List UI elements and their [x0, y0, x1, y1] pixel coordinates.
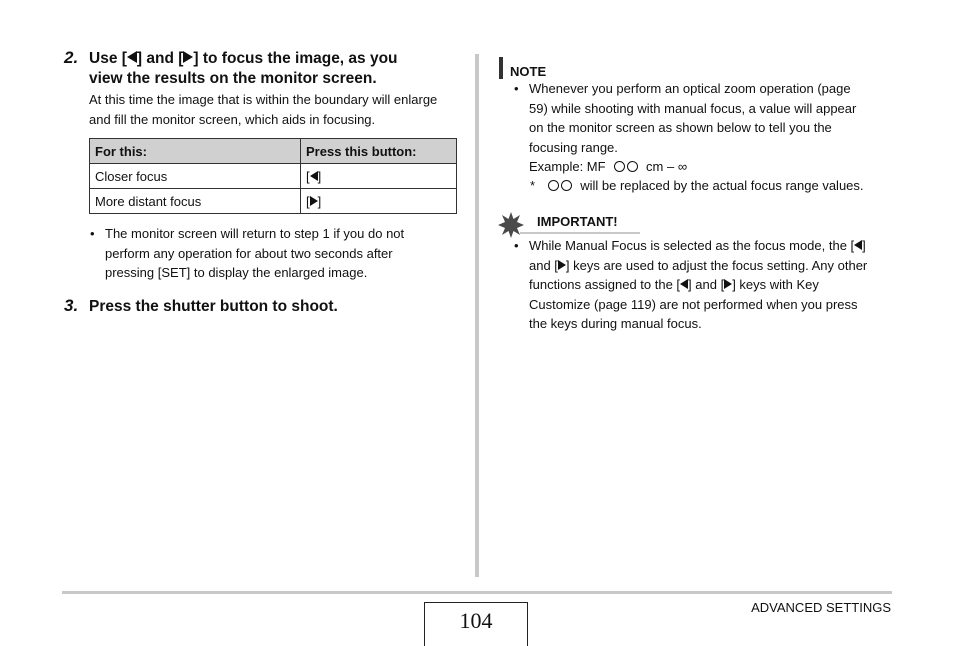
- starburst-icon: [498, 212, 524, 238]
- right-arrow-icon: [183, 51, 193, 63]
- section-label: ADVANCED SETTINGS: [751, 600, 891, 615]
- step-2-bullet-text: The monitor screen will return to step 1 if you do not perform any operation for about two seconds after pressing [SET] to display the enlarged image.: [105, 226, 405, 280]
- page-number-box: [424, 602, 528, 646]
- note-text: Whenever you perform an optical zoom operation (page 59) while shooting with manual focus, a value will appear on the monitor screen as shown below to tell you the focusing range. Example: MF cm – ∞: [529, 79, 894, 177]
- step-2-number: 2.: [64, 48, 79, 67]
- left-arrow-icon: [310, 171, 318, 181]
- table-cell-key: [ ]: [301, 164, 457, 189]
- right-arrow-icon: [724, 279, 732, 289]
- step-3-heading: Press the shutter button to shoot.: [89, 298, 338, 315]
- table-header-cell: Press this button:: [301, 139, 457, 164]
- left-arrow-icon: [854, 240, 862, 250]
- page-number: 104: [459, 608, 493, 633]
- table-header-cell: For this:: [90, 139, 301, 164]
- right-arrow-icon: [558, 260, 566, 270]
- important-text: While Manual Focus is selected as the focus mode, the [ ] and [ ] keys are used to adjust the focus setting. Any other functions assigned to the [ ] and [ ] keys with Key Customize (page 119) are not performed when you press the keys during manual focus.: [529, 238, 868, 331]
- note-title: NOTE: [510, 64, 547, 79]
- right-arrow-icon: [310, 196, 318, 206]
- table-cell-label: More distant focus: [90, 189, 301, 214]
- footnote-mark: *: [530, 178, 536, 193]
- step-2-body: At this time the image that is within the boundary will enlarge and fill the monitor screen, which aids in focusing.: [89, 92, 438, 127]
- left-arrow-icon: [127, 51, 137, 63]
- important-title: IMPORTANT!: [537, 214, 618, 229]
- bullet-icon: •: [514, 238, 519, 253]
- important-underline: [520, 232, 640, 234]
- bullet-icon: •: [514, 81, 519, 96]
- step-2-heading: Use [ ] and [ ] to focus the image, as you view the results on the monitor screen.: [89, 50, 398, 87]
- column-divider: [475, 54, 479, 577]
- focus-table: [89, 138, 457, 214]
- table-row: [90, 164, 457, 189]
- left-arrow-icon: [680, 279, 688, 289]
- circle-placeholder-icon: [614, 161, 625, 172]
- table-header-row: [90, 139, 457, 164]
- table-row: [90, 189, 457, 214]
- note-bar-icon: [499, 57, 503, 79]
- bullet-icon: •: [90, 226, 95, 241]
- circle-placeholder-icon: [627, 161, 638, 172]
- table-cell-key: [ ]: [301, 189, 457, 214]
- step-3-number: 3.: [64, 296, 79, 315]
- note-footnote: will be replaced by the actual focus range values.: [547, 176, 892, 196]
- note-example: Example: MF cm – ∞: [529, 159, 688, 174]
- circle-placeholder-icon: [548, 180, 559, 191]
- table-cell-label: Closer focus: [90, 164, 301, 189]
- footer-rule: [62, 591, 892, 594]
- circle-placeholder-icon: [561, 180, 572, 191]
